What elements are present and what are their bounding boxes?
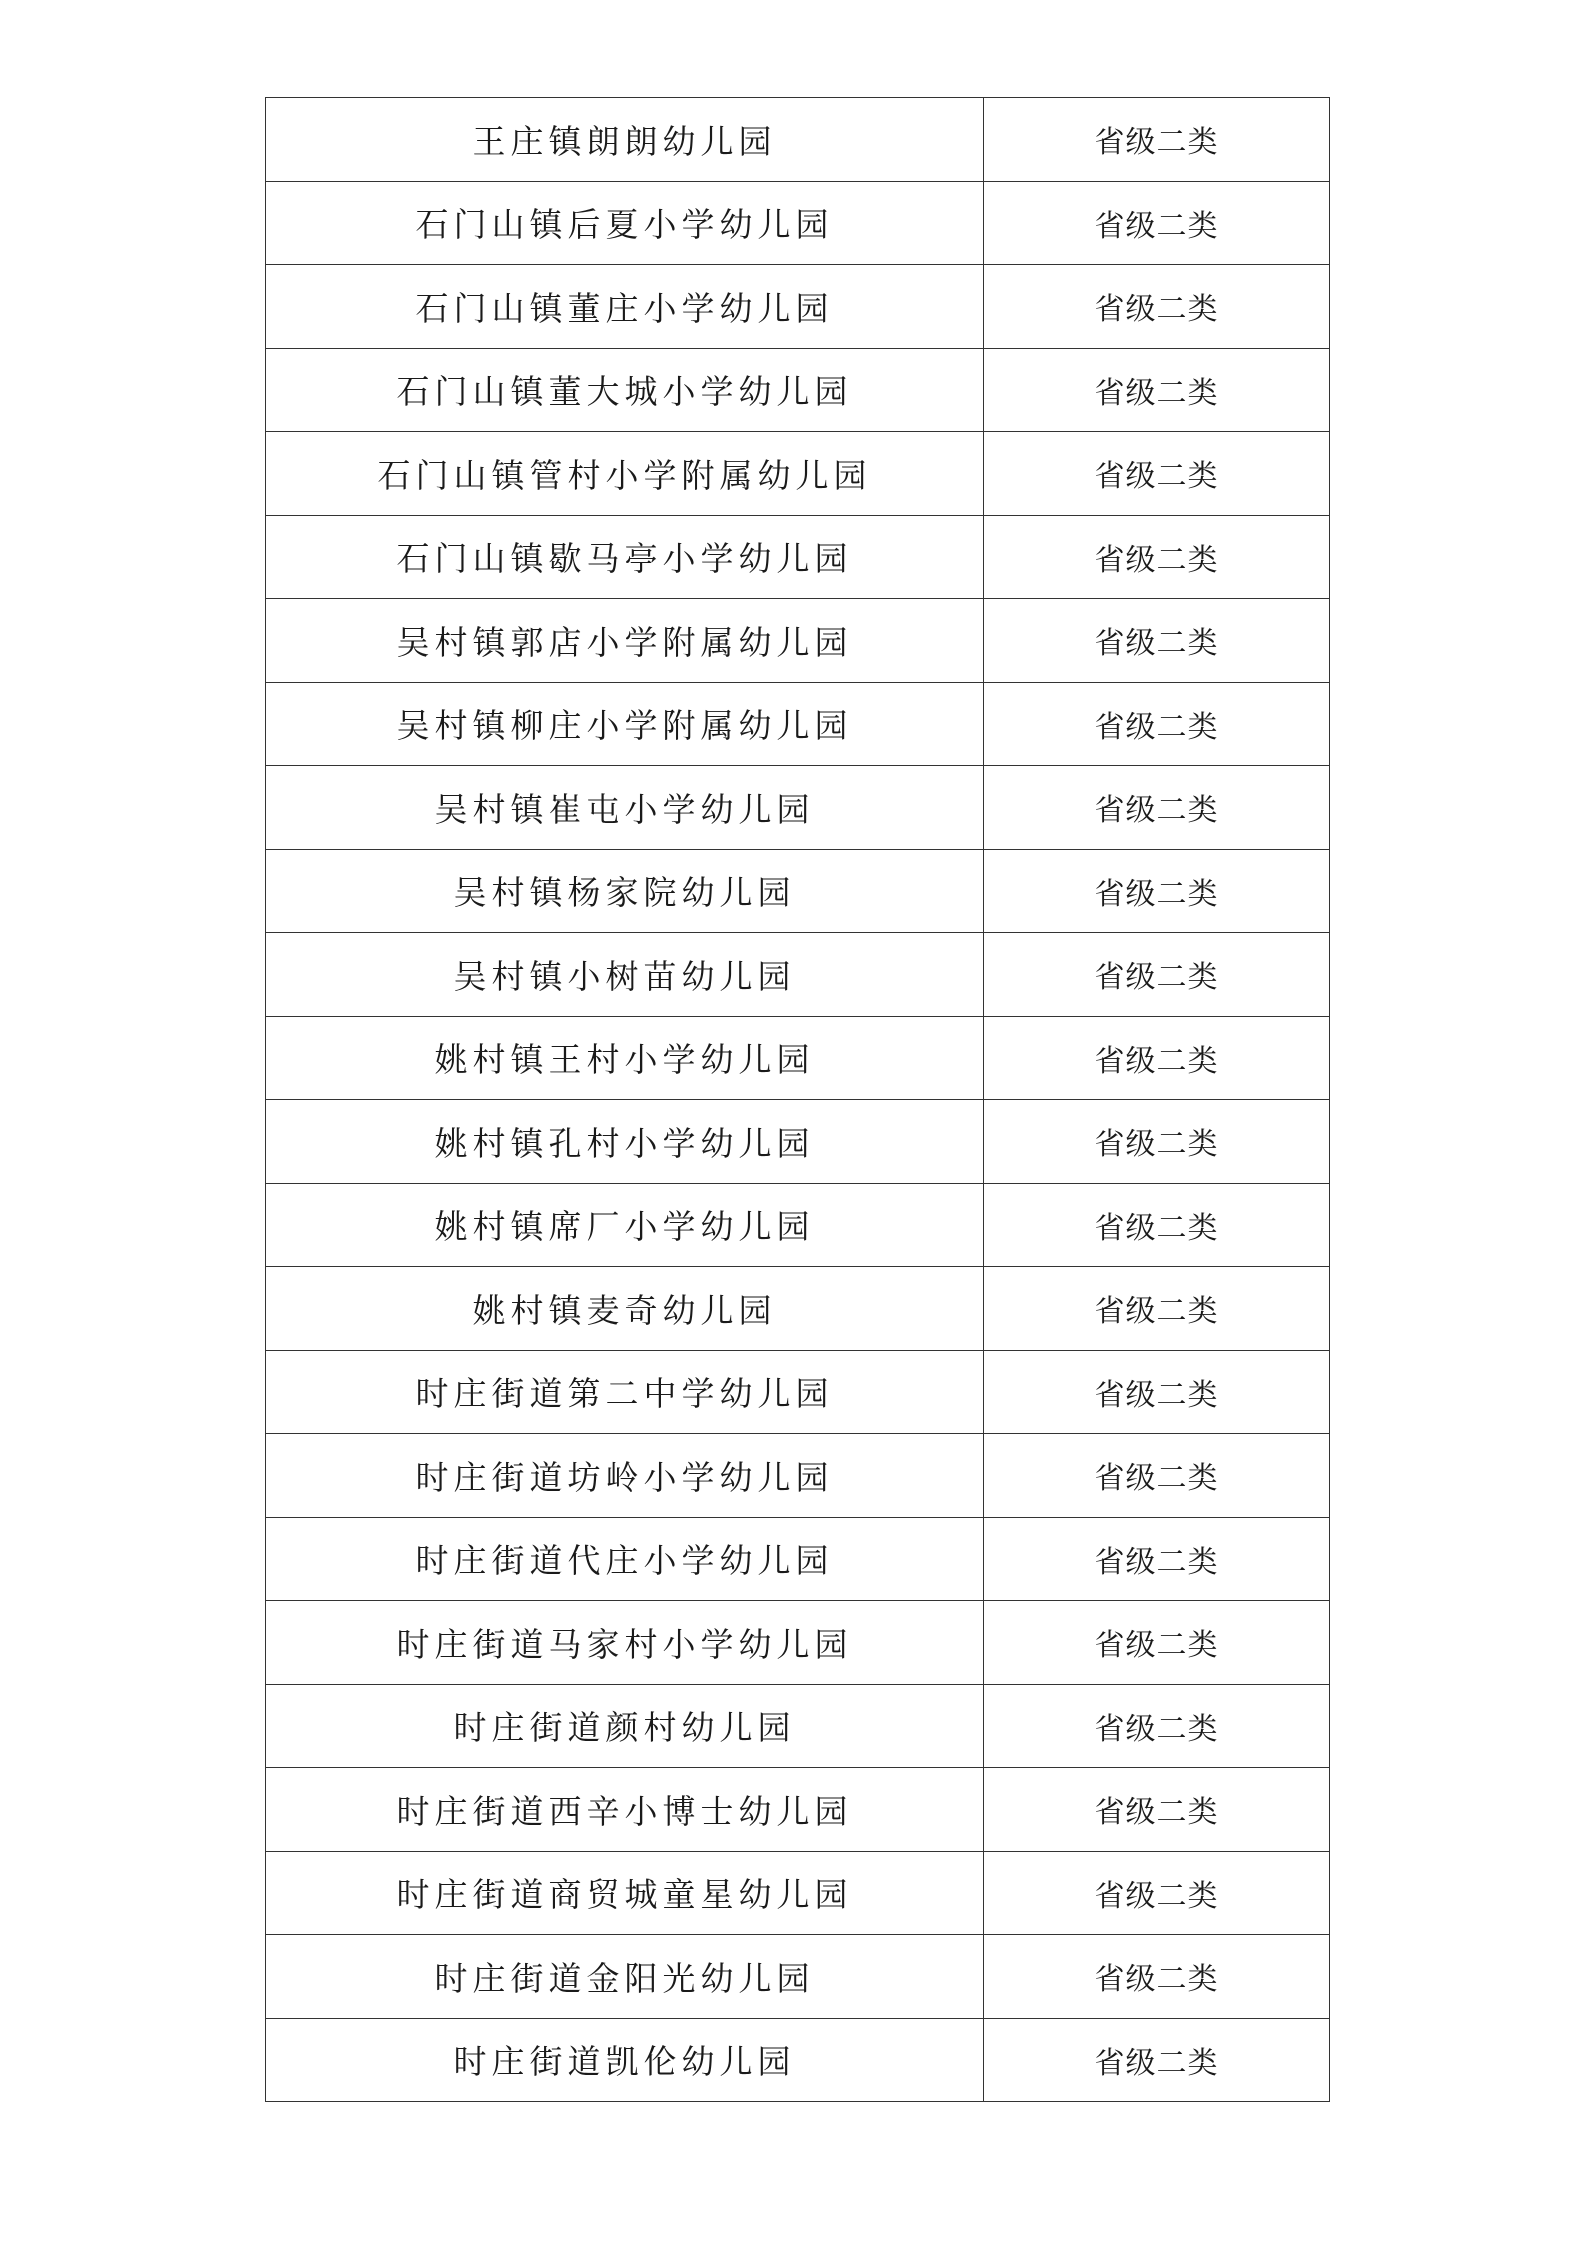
- table-row: [266, 432, 1330, 516]
- kindergarten-name-cell: 吴村镇杨家院幼儿园: [266, 849, 984, 933]
- grade-level-cell: 省级二类: [984, 1517, 1330, 1601]
- table-row: [266, 1935, 1330, 2019]
- table-row: [266, 849, 1330, 933]
- grade-level-cell: 省级二类: [984, 1016, 1330, 1100]
- kindergarten-name-cell: 时庄街道坊岭小学幼儿园: [266, 1434, 984, 1518]
- grade-level-cell: 省级二类: [984, 348, 1330, 432]
- grade-level-cell: 省级二类: [984, 933, 1330, 1017]
- kindergarten-name-cell: 吴村镇小树苗幼儿园: [266, 933, 984, 1017]
- table-row: [266, 1183, 1330, 1267]
- kindergarten-name-cell: 姚村镇席厂小学幼儿园: [266, 1183, 984, 1267]
- kindergarten-name-cell: 石门山镇后夏小学幼儿园: [266, 181, 984, 265]
- kindergarten-name-cell: 吴村镇崔屯小学幼儿园: [266, 766, 984, 850]
- grade-level-cell: 省级二类: [984, 1183, 1330, 1267]
- kindergarten-name-cell: 时庄街道商贸城童星幼儿园: [266, 1851, 984, 1935]
- grade-level-cell: 省级二类: [984, 1434, 1330, 1518]
- grade-level-cell: 省级二类: [984, 1768, 1330, 1852]
- kindergarten-name-cell: 时庄街道马家村小学幼儿园: [266, 1601, 984, 1685]
- grade-level-cell: 省级二类: [984, 265, 1330, 349]
- grade-level-cell: 省级二类: [984, 98, 1330, 182]
- kindergarten-name-cell: 石门山镇管村小学附属幼儿园: [266, 432, 984, 516]
- table-row: [266, 181, 1330, 265]
- table-row: [266, 348, 1330, 432]
- grade-level-cell: 省级二类: [984, 766, 1330, 850]
- table-body: [266, 98, 1330, 2102]
- table-row: [266, 1350, 1330, 1434]
- grade-level-cell: 省级二类: [984, 849, 1330, 933]
- grade-level-cell: 省级二类: [984, 181, 1330, 265]
- table-row: [266, 1601, 1330, 1685]
- kindergarten-name-cell: 时庄街道西辛小博士幼儿园: [266, 1768, 984, 1852]
- grade-level-cell: 省级二类: [984, 1350, 1330, 1434]
- kindergarten-name-cell: 王庄镇朗朗幼儿园: [266, 98, 984, 182]
- table-row: [266, 265, 1330, 349]
- grade-level-cell: 省级二类: [984, 2018, 1330, 2102]
- kindergarten-name-cell: 吴村镇郭店小学附属幼儿园: [266, 599, 984, 683]
- kindergarten-name-cell: 石门山镇董大城小学幼儿园: [266, 348, 984, 432]
- grade-level-cell: 省级二类: [984, 1100, 1330, 1184]
- kindergarten-name-cell: 石门山镇董庄小学幼儿园: [266, 265, 984, 349]
- table-row: [266, 1851, 1330, 1935]
- table-row: [266, 1016, 1330, 1100]
- table-row: [266, 1684, 1330, 1768]
- grade-level-cell: 省级二类: [984, 1684, 1330, 1768]
- table-row: [266, 1768, 1330, 1852]
- grade-level-cell: 省级二类: [984, 1601, 1330, 1685]
- table-row: [266, 1517, 1330, 1601]
- kindergarten-name-cell: 姚村镇孔村小学幼儿园: [266, 1100, 984, 1184]
- kindergarten-name-cell: 时庄街道代庄小学幼儿园: [266, 1517, 984, 1601]
- kindergarten-name-cell: 吴村镇柳庄小学附属幼儿园: [266, 682, 984, 766]
- kindergarten-name-cell: 时庄街道金阳光幼儿园: [266, 1935, 984, 2019]
- table-row: [266, 1434, 1330, 1518]
- table-row: [266, 766, 1330, 850]
- kindergarten-name-cell: 时庄街道第二中学幼儿园: [266, 1350, 984, 1434]
- table-row: [266, 599, 1330, 683]
- grade-level-cell: 省级二类: [984, 1851, 1330, 1935]
- kindergarten-name-cell: 石门山镇歇马亭小学幼儿园: [266, 515, 984, 599]
- table-row: [266, 2018, 1330, 2102]
- grade-level-cell: 省级二类: [984, 1935, 1330, 2019]
- table-row: [266, 98, 1330, 182]
- kindergarten-name-cell: 姚村镇王村小学幼儿园: [266, 1016, 984, 1100]
- grade-level-cell: 省级二类: [984, 1267, 1330, 1351]
- table-row: [266, 1267, 1330, 1351]
- kindergarten-name-cell: 姚村镇麦奇幼儿园: [266, 1267, 984, 1351]
- kindergarten-table: [265, 97, 1330, 2102]
- grade-level-cell: 省级二类: [984, 515, 1330, 599]
- table-row: [266, 515, 1330, 599]
- table-row: [266, 1100, 1330, 1184]
- kindergarten-name-cell: 时庄街道凯伦幼儿园: [266, 2018, 984, 2102]
- table-row: [266, 682, 1330, 766]
- table-row: [266, 933, 1330, 1017]
- grade-level-cell: 省级二类: [984, 682, 1330, 766]
- kindergarten-name-cell: 时庄街道颜村幼儿园: [266, 1684, 984, 1768]
- grade-level-cell: 省级二类: [984, 432, 1330, 516]
- grade-level-cell: 省级二类: [984, 599, 1330, 683]
